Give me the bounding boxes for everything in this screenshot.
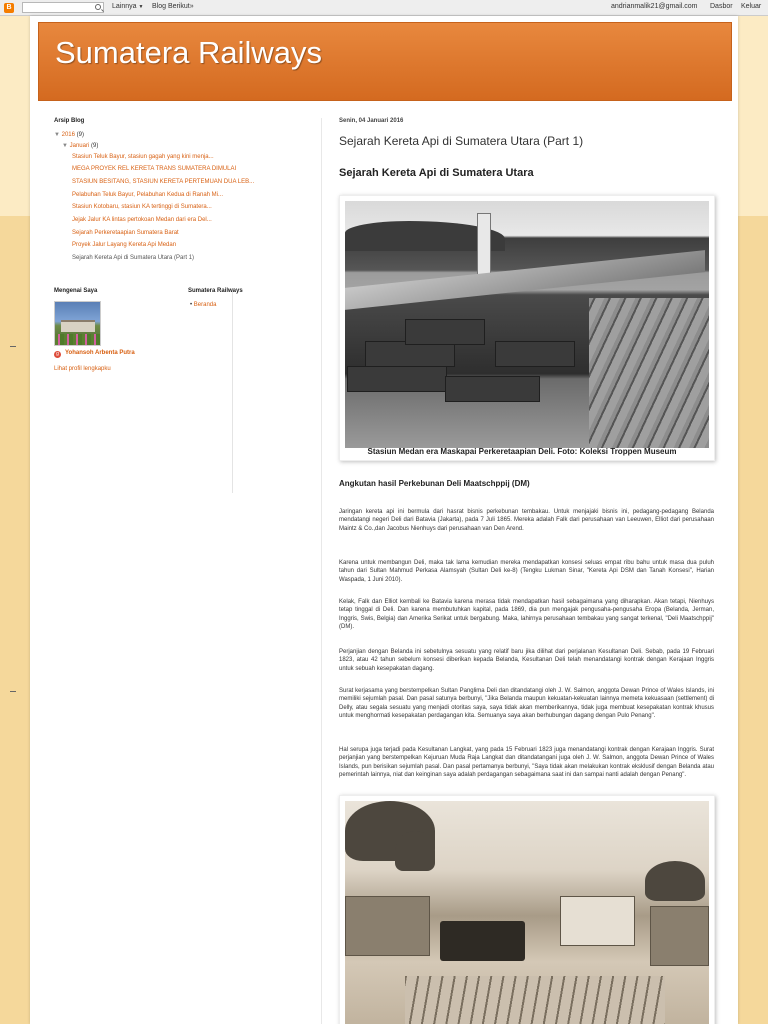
post-paragraph: Perjanjian dengan Belanda ini sebetulnya sesuatu yang relatif baru jika dilihat dari perjalanan Kesultanan Deli. Sebab, pada 19 Februari 1823, atau 42 tahun sebelum konsesi diberikan kepada Belanda, Kesultanan Deli telah menandatangi kontrak dengan Kerajaan Inggris untuk sebuah kesepakatan dagang. — [339, 649, 714, 672]
archive-post-link[interactable]: Stasiun Teluk Bayur, stasiun gagah yang kini menja... — [72, 154, 214, 160]
archive-year-toggle[interactable] — [54, 132, 84, 138]
old-train-station-photo[interactable] — [345, 801, 709, 1024]
post-paragraph: Kelak, Falk dan Elliot kembali ke Batavia karena merasa tidak mendapatkan hasil sebagaimana yang diharapkan. Akan tetapi, Nienhuys tetap tinggal di Deli. Dan karena membutuhkan kapital, pada 1869, dia pun mengajak pengusaha-pengusaha Eropa (Belanda, Jerman, Inggris, Swis, Belgia) dan Amerika Serikat untuk bergabung. Maka, lahirnya perusahaan tembakau yang sangat terkenal, "Deli Maatschppij" (DM). — [339, 599, 714, 631]
links-item-label[interactable]: Beranda — [193, 302, 217, 308]
post-paragraph: Surat kerjasama yang berstempelkan Sultan Panglima Deli dan ditandatangi oleh J. W. Salmon, anggota Dewan Prince of Wales Islands, ini memiliki sejumlah pasal. Dan pasal satunya berbunyi, "Jika Belanda maupun kekuatan-kekuatan lainnya memeta kekuasaan (settlement) di Delly, atau segala sesuatu yang menjadi otoritas saya, saya tidak akan memberikannya, tidak juga membuat kesepakatan kontrak khusus untuk menghormati kesepakatan perdagangan kita. Semuanya saya akan berhubungan dagang dengan Pulo Penang". — [339, 688, 714, 720]
photo-wagon — [495, 341, 575, 367]
profile-avatar[interactable] — [54, 301, 101, 346]
next-blog-link[interactable]: Blog Berikut» — [152, 3, 194, 10]
dashboard-link[interactable]: Dasbor — [710, 3, 733, 10]
blog-title[interactable]: Sumatera Railways — [55, 35, 323, 70]
photo-shed — [560, 896, 635, 946]
photo-wagon — [347, 366, 447, 392]
section-heading: Angkutan hasil Perkebunan Deli Maatschppij (DM) — [339, 479, 530, 488]
photo-rails — [589, 298, 709, 448]
bullet-icon: • — [190, 302, 193, 308]
about-widget-title: Mengenai Saya — [54, 288, 98, 294]
archive-month-count: (9) — [90, 143, 99, 149]
post-paragraph: Hal serupa juga terjadi pada Kesultanan Langkat, yang pada 15 Februari 1823 juga menandatangi kontrak dengan Kerajaan Inggris. Surat perjanjian yang berstempelkan Kejuruan Muda Raja Langkat dan ditandatangani juga oleh J. W. Salmon, anggota Dewan Prince of Wales Islands, pun berisikan sejumlah pasal. Dan pasal pertamanya berbunyi, "Saya tidak akan melakukan kontrak eksklusif dengan Belanda atau pemerintah lainnya, niat dan keinginan saya adalah perdagangan sebagaimana saat ini dan sampai nanti adalah dengan Penang". — [339, 747, 714, 779]
google-plus-icon: g — [54, 351, 61, 358]
archive-post-link[interactable]: Stasiun Kotobaru, stasiun KA tertinggi di Sumatera... — [72, 204, 212, 210]
post-title[interactable]: Sejarah Kereta Api di Sumatera Utara (Part 1) — [339, 134, 584, 148]
archive-post-link[interactable]: STASIUN BESITANG, STASIUN KERETA PERTEMUAN DUA LEB... — [72, 179, 255, 185]
photo-palm — [395, 831, 435, 871]
archive-post-link[interactable]: Proyek Jalur Layang Kereta Api Medan — [72, 242, 177, 248]
triangle-down-icon[interactable]: ▼ — [54, 132, 60, 138]
navbar-search-input[interactable] — [22, 2, 104, 13]
profile-name-link[interactable]: Yohansoh Arbenta Putra — [65, 350, 135, 356]
archive-year-link[interactable]: 2016 — [61, 132, 75, 138]
blog-header — [38, 22, 732, 101]
more-menu-button[interactable]: Lainnya ▼ — [112, 3, 144, 10]
content-divider — [321, 118, 322, 1024]
photo-wagon — [445, 376, 540, 402]
archive-post-link[interactable]: Sejarah Perkeretaapian Sumatera Barat — [72, 230, 179, 236]
archive-widget-title: Arsip Blog — [54, 118, 85, 124]
archive-post-link[interactable]: Pelabuhan Teluk Bayur, Pelabuhan Kedua di Ranah Mi... — [72, 192, 223, 198]
post-paragraph: Karena untuk membangun Deli, maka tak lama kemudian mereka mendapatkan konsesi seluas empat ribu bahu untuk masa dua puluh tahun dari Sultan Mahmud Perkasa Alamsyah (Sultan Deli ke-8) (Tengku Lukman Sinar, "Kereta Api DSM dan Tanah Konsesi", Harian Waspada, 1 Juni 2010). — [339, 560, 714, 583]
blogger-logo-icon[interactable]: B — [4, 3, 14, 13]
archive-month-link[interactable]: Januari — [69, 143, 90, 149]
blogger-navbar — [0, 0, 768, 16]
photo-shed — [650, 906, 709, 966]
sidebar-divider — [232, 288, 233, 493]
photo1-frame — [339, 195, 715, 461]
photo2-frame — [339, 795, 715, 1024]
archive-post-current[interactable]: Sejarah Kereta Api di Sumatera Utara (Part 1) — [72, 255, 195, 261]
post-paragraph: Jaringan kereta api ini bermula dari hasrat bisnis perkebunan tembakau. Untuk menjajaki bisnis ini, pedagang-pedagang Belanda mendatangi negeri Deli dari Batavia (Jakarta), pada 7 Juli 1865. Mereka adalah Falk dari perusahaan van Leeuwen, Elliot dari perusahaan Maintz & Co.,dan Jacobus Nienhuys dari perusahaan van Den Arend. — [339, 509, 714, 532]
archive-month-toggle[interactable] — [62, 143, 98, 149]
photo-track — [405, 976, 665, 1024]
archive-post-link[interactable]: MEGA PROYEK REL KERETA TRANS SUMATERA DIMULAI — [72, 166, 237, 172]
photo1-caption: Stasiun Medan era Maskapai Perkeretaapian Deli. Foto: Koleksi Troppen Museum — [367, 447, 677, 456]
post-subtitle: Sejarah Kereta Api di Sumatera Utara — [339, 167, 534, 179]
photo-wagon — [405, 319, 485, 345]
archive-year-count: (9) — [76, 132, 84, 138]
links-item-beranda[interactable] — [190, 302, 216, 308]
photo-shed — [345, 896, 430, 956]
post-date: Senin, 04 Januari 2016 — [339, 118, 404, 124]
user-email[interactable]: andrianmalik21@gmail.com — [611, 3, 698, 10]
search-icon[interactable] — [95, 4, 101, 10]
archive-post-link[interactable]: Jejak Jalur KA lintas pertokoan Medan dari era Del... — [72, 217, 212, 223]
caret-down-icon: ▼ — [138, 4, 144, 10]
photo-locomotive — [440, 921, 525, 961]
medan-station-photo[interactable] — [345, 201, 709, 448]
left-edge-marker — [10, 691, 16, 692]
left-edge-marker — [10, 346, 16, 347]
triangle-down-icon[interactable]: ▼ — [62, 143, 68, 149]
logout-link[interactable]: Keluar — [741, 3, 762, 10]
full-profile-link[interactable]: Lihat profil lengkapku — [54, 366, 111, 372]
links-widget-title: Sumatera Railways — [188, 288, 243, 294]
photo-palm — [645, 861, 705, 901]
